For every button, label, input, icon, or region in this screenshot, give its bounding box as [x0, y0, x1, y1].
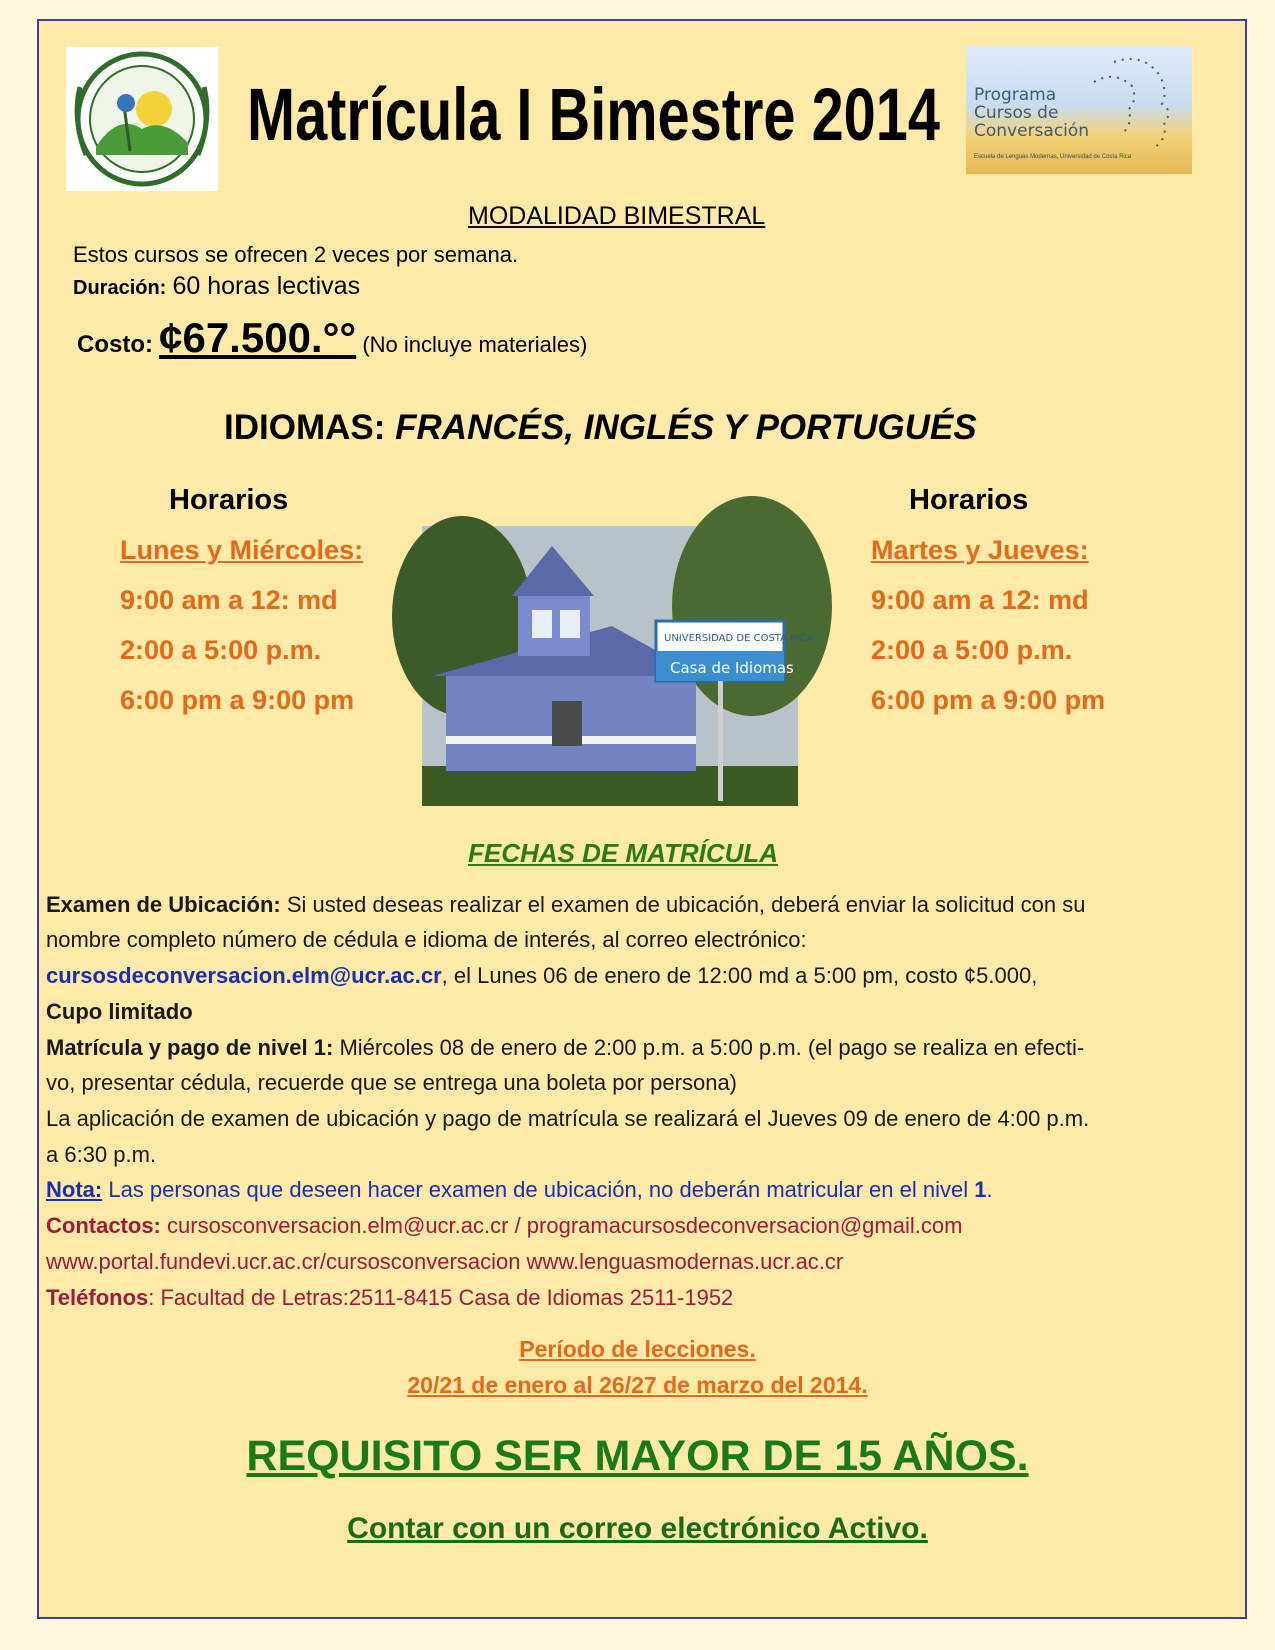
matricula-text-1: Miércoles 08 de enero de 2:00 p.m. a 5:00 p.m. (el pago se realiza en efecti-: [339, 1035, 1085, 1060]
casa-de-idiomas-photo: [422, 526, 814, 806]
telefonos-label: Teléfonos: [46, 1285, 149, 1310]
sign-main-text: Casa de Idiomas: [670, 659, 794, 677]
fechas-heading: FECHAS DE MATRÍCULA: [468, 838, 779, 868]
nota-line: [46, 1172, 993, 1208]
university-seal: [66, 47, 218, 191]
matricula-label: Matrícula y pago de nivel 1:: [46, 1035, 334, 1060]
frequency-text: Estos cursos se ofrecen 2 veces por semana.: [73, 242, 519, 267]
idiomas-label: IDIOMAS:: [224, 408, 386, 447]
horarios-right-title: Horarios: [909, 484, 1029, 516]
horarios-left-slot: 9:00 am a 12: md: [120, 585, 338, 615]
logo-line-2: Cursos de: [974, 103, 1059, 123]
idiomas-list: FRANCÉS, INGLÉS Y PORTUGUÉS: [395, 408, 977, 447]
aplicacion-text-2: a 6:30 p.m.: [46, 1142, 157, 1167]
nota-level: 1: [974, 1177, 987, 1202]
exam-text-3: , el Lunes 06 de enero de 12:00 md a 5:00 pm, costo ¢5.000,: [441, 963, 1038, 988]
exam-label: Examen de Ubicación:: [46, 892, 281, 917]
page-title: Matrícula I Bimestre 2014: [247, 73, 940, 156]
sign-top-text: UNIVERSIDAD DE COSTA RICA: [664, 633, 814, 644]
duration-value: 60 horas lectivas: [172, 272, 361, 300]
logo-line-3: Conversación: [974, 121, 1090, 141]
horarios-right-slot: 2:00 a 5:00 p.m.: [871, 635, 1073, 665]
exam-line-1: [46, 887, 1085, 923]
nota-label: Nota:: [46, 1177, 103, 1202]
cost-line: [77, 314, 587, 362]
requisito-edad: REQUISITO SER MAYOR DE 15 AÑOS.: [246, 1432, 1029, 1480]
exam-text-2: nombre completo número de cédula e idioma de interés, al correo electrónico:: [46, 927, 807, 952]
modalidad-heading: MODALIDAD BIMESTRAL: [468, 202, 766, 230]
telefonos-text: : Facultad de Letras:2511-8415 Casa de Idiomas 2511-1952: [148, 1285, 734, 1310]
exam-text-1: Si usted deseas realizar el examen de ubicación, deberá enviar la solicitud con su: [286, 892, 1086, 917]
horarios-right-days: Martes y Jueves:: [871, 535, 1089, 565]
horarios-right-slot: 9:00 am a 12: md: [871, 585, 1089, 615]
horarios-left-days: Lunes y Miércoles:: [120, 535, 364, 565]
periodo-dates: 20/21 de enero al 26/27 de marzo del 2014.: [407, 1372, 868, 1398]
cost-label: Costo:: [77, 331, 153, 358]
contactos-text[interactable]: cursosconversacion.elm@ucr.ac.cr / programacursosdeconversacion@gmail.com: [160, 1213, 963, 1238]
aplicacion-text-1: La aplicación de examen de ubicación y pago de matrícula se realizará el Jueves 09 de enero de 4:00 p.m.: [46, 1106, 1090, 1131]
matricula-line-1: [46, 1030, 1084, 1066]
programa-logo: [966, 46, 1192, 174]
web-links[interactable]: www.portal.fundevi.ucr.ac.cr/cursosconversacion www.lenguasmodernas.ucr.ac.cr: [46, 1249, 844, 1274]
logo-line-1: Programa: [974, 85, 1057, 105]
idiomas-line: [224, 408, 977, 448]
duration-label: Duración:: [73, 277, 167, 299]
cost-value: ¢67.500.°°: [159, 314, 357, 361]
horarios-right-slot: 6:00 pm a 9:00 pm: [871, 685, 1106, 715]
exam-line-3: [46, 958, 1037, 994]
horarios-left-slot: 2:00 a 5:00 p.m.: [120, 635, 322, 665]
requisito-correo: Contar con un correo electrónico Activo.: [347, 1512, 928, 1545]
horarios-left-slot: 6:00 pm a 9:00 pm: [120, 685, 355, 715]
matricula-text-2: vo, presentar cédula, recuerde que se entrega una boleta por persona): [46, 1070, 738, 1095]
periodo-heading: Período de lecciones.: [519, 1336, 756, 1362]
exam-email-link[interactable]: cursosdeconversacion.elm@ucr.ac.cr: [46, 963, 442, 988]
nota-end: .: [986, 1177, 993, 1202]
cupo-limitado: Cupo limitado: [46, 999, 193, 1024]
horarios-left-title: Horarios: [169, 484, 289, 516]
contactos-label: Contactos:: [46, 1213, 161, 1238]
nota-text: Las personas que deseen hacer examen de ubicación, no deberán matricular en el nivel: [102, 1177, 975, 1202]
logo-caption: Escuela de Lenguas Modernas, Universidad de Costa Rica: [974, 154, 1132, 160]
telefonos-line: [46, 1280, 733, 1316]
cost-note: (No incluye materiales): [362, 332, 588, 357]
contactos-line: [46, 1208, 962, 1244]
duration-line: [73, 272, 360, 301]
